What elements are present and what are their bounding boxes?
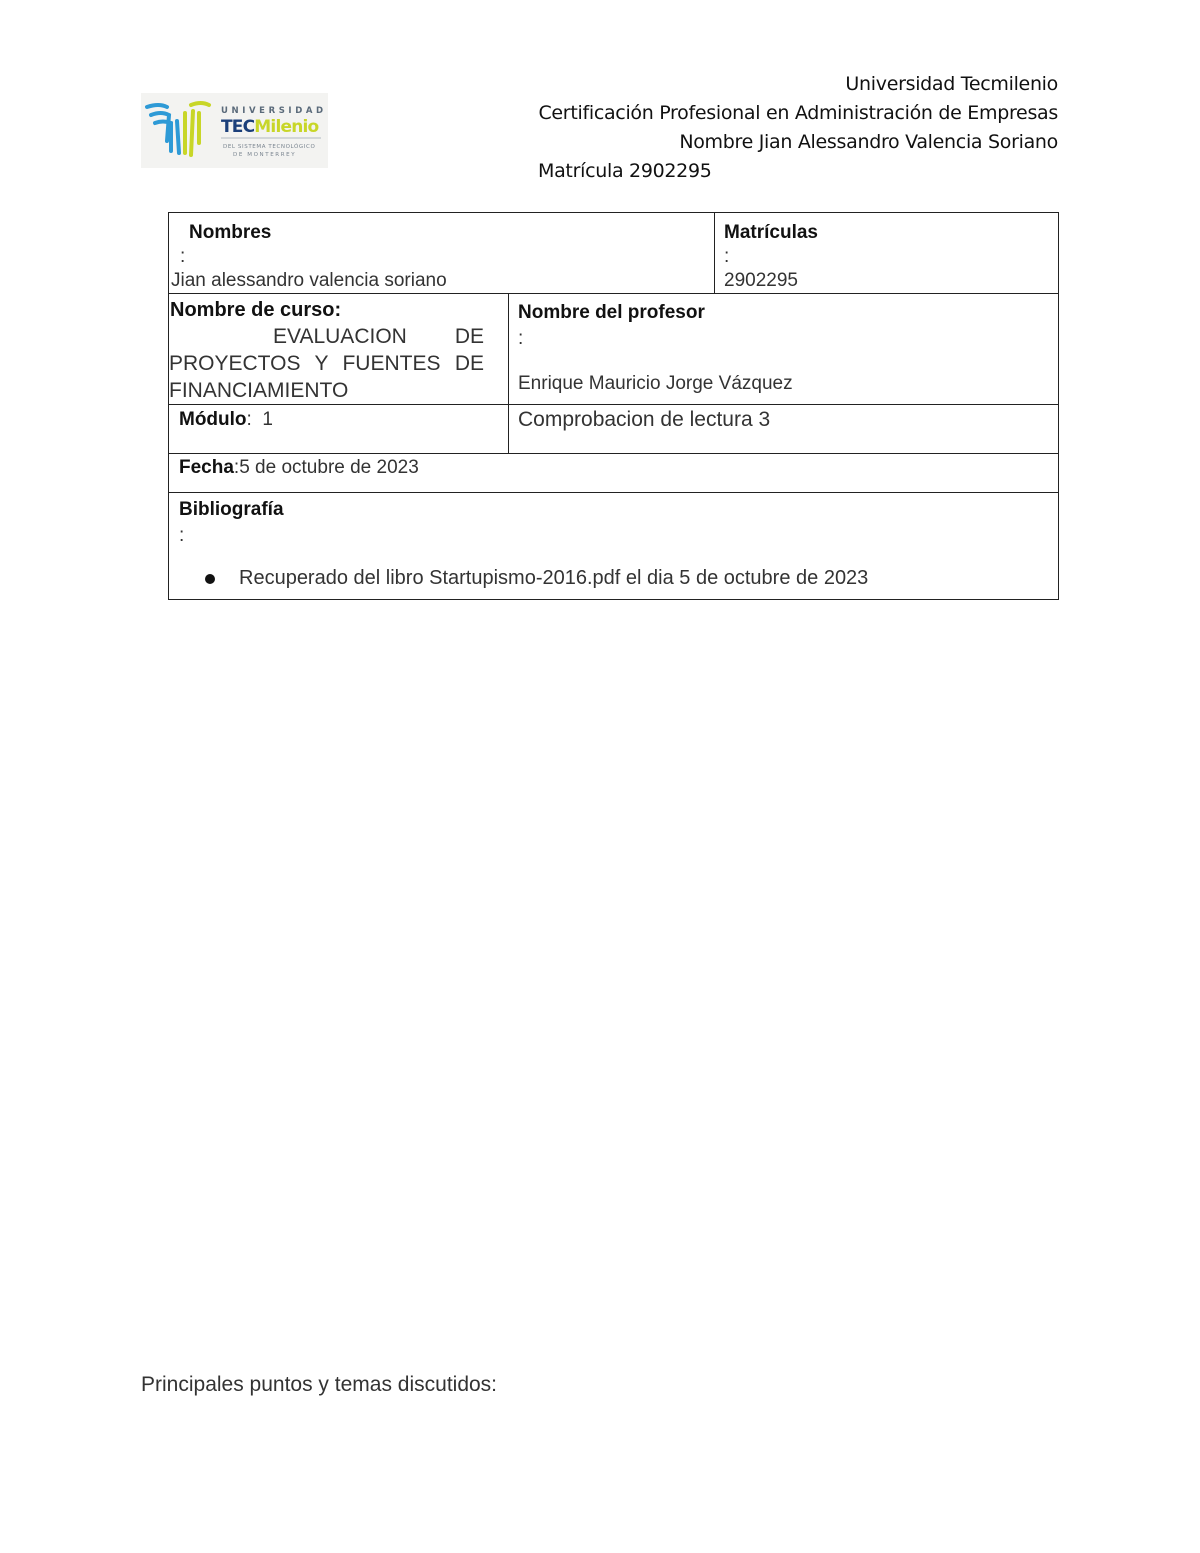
- header-student-name: Nombre Jian Alessandro Valencia Soriano: [679, 131, 1058, 153]
- fecha-cell: Fecha:5 de octubre de 2023: [169, 454, 1059, 493]
- matriculas-value: 2902295: [724, 270, 798, 291]
- logo-brand: [221, 117, 319, 137]
- profesor-label-line: Nombre del profesor :: [518, 294, 1058, 352]
- header-program: Certificación Profesional en Administración de Empresas: [538, 102, 1058, 124]
- profesor-value: Enrique Mauricio Jorge Vázquez: [518, 373, 793, 394]
- modulo-label: Módulo: [179, 409, 247, 430]
- header-matricula: Matrícula 2902295: [538, 160, 712, 182]
- bibliografia-item-text: Recuperado del libro Startupismo-2016.pdf el dia 5 de octubre de 2023: [239, 567, 869, 589]
- fecha-label: Fecha: [179, 457, 234, 478]
- profesor-cell: [509, 294, 1059, 405]
- bibliografia-label: Bibliografía: [179, 499, 284, 520]
- university-logo: [141, 93, 328, 168]
- nombres-value: Jian alessandro valencia soriano: [171, 270, 447, 291]
- fecha-value: 5 de octubre de 2023: [239, 457, 419, 478]
- logo-top-text: UNIVERSIDAD: [221, 106, 327, 116]
- matriculas-label: Matrículas: [724, 222, 818, 243]
- bullet-icon: [205, 574, 215, 584]
- logo-brand-left: TEC: [221, 117, 255, 137]
- actividad-cell: [509, 405, 1059, 454]
- nombres-cell: [169, 213, 715, 294]
- bibliografia-label-line: Bibliografía :: [179, 493, 1058, 549]
- modulo-cell: Módulo: 1: [169, 405, 509, 454]
- actividad-value: Comprobacion de lectura 3: [518, 408, 771, 431]
- curso-value: EVALUACION DE PROYECTOS Y FUENTES DE FINANCIAMIENTO: [169, 325, 484, 402]
- matriculas-cell: [715, 213, 1059, 294]
- nombres-label: Nombres: [189, 222, 272, 243]
- list-item: [179, 565, 1058, 591]
- matriculas-label-line: Matrículas :: [724, 213, 1058, 269]
- tecmilenio-logo-icon: [141, 93, 328, 168]
- bibliografia-cell: [169, 493, 1059, 600]
- bibliografia-list: [179, 565, 1058, 591]
- logo-tagline-2: DE MONTERREY: [233, 152, 297, 158]
- modulo-value: 1: [262, 409, 273, 430]
- logo-brand-right: Milenio: [254, 117, 319, 137]
- student-info-table: [168, 212, 1059, 600]
- curso-cell: [169, 294, 509, 405]
- principales-heading: Principales puntos y temas discutidos:: [141, 1373, 498, 1396]
- document-header: [358, 70, 1058, 186]
- logo-tagline-1: DEL SISTEMA TECNOLÓGICO: [223, 144, 316, 150]
- curso-label: Nombre de curso:: [170, 299, 342, 321]
- nombres-label-line: Nombres :: [171, 213, 714, 269]
- profesor-label: Nombre del profesor: [518, 302, 705, 323]
- header-university: Universidad Tecmilenio: [845, 73, 1058, 95]
